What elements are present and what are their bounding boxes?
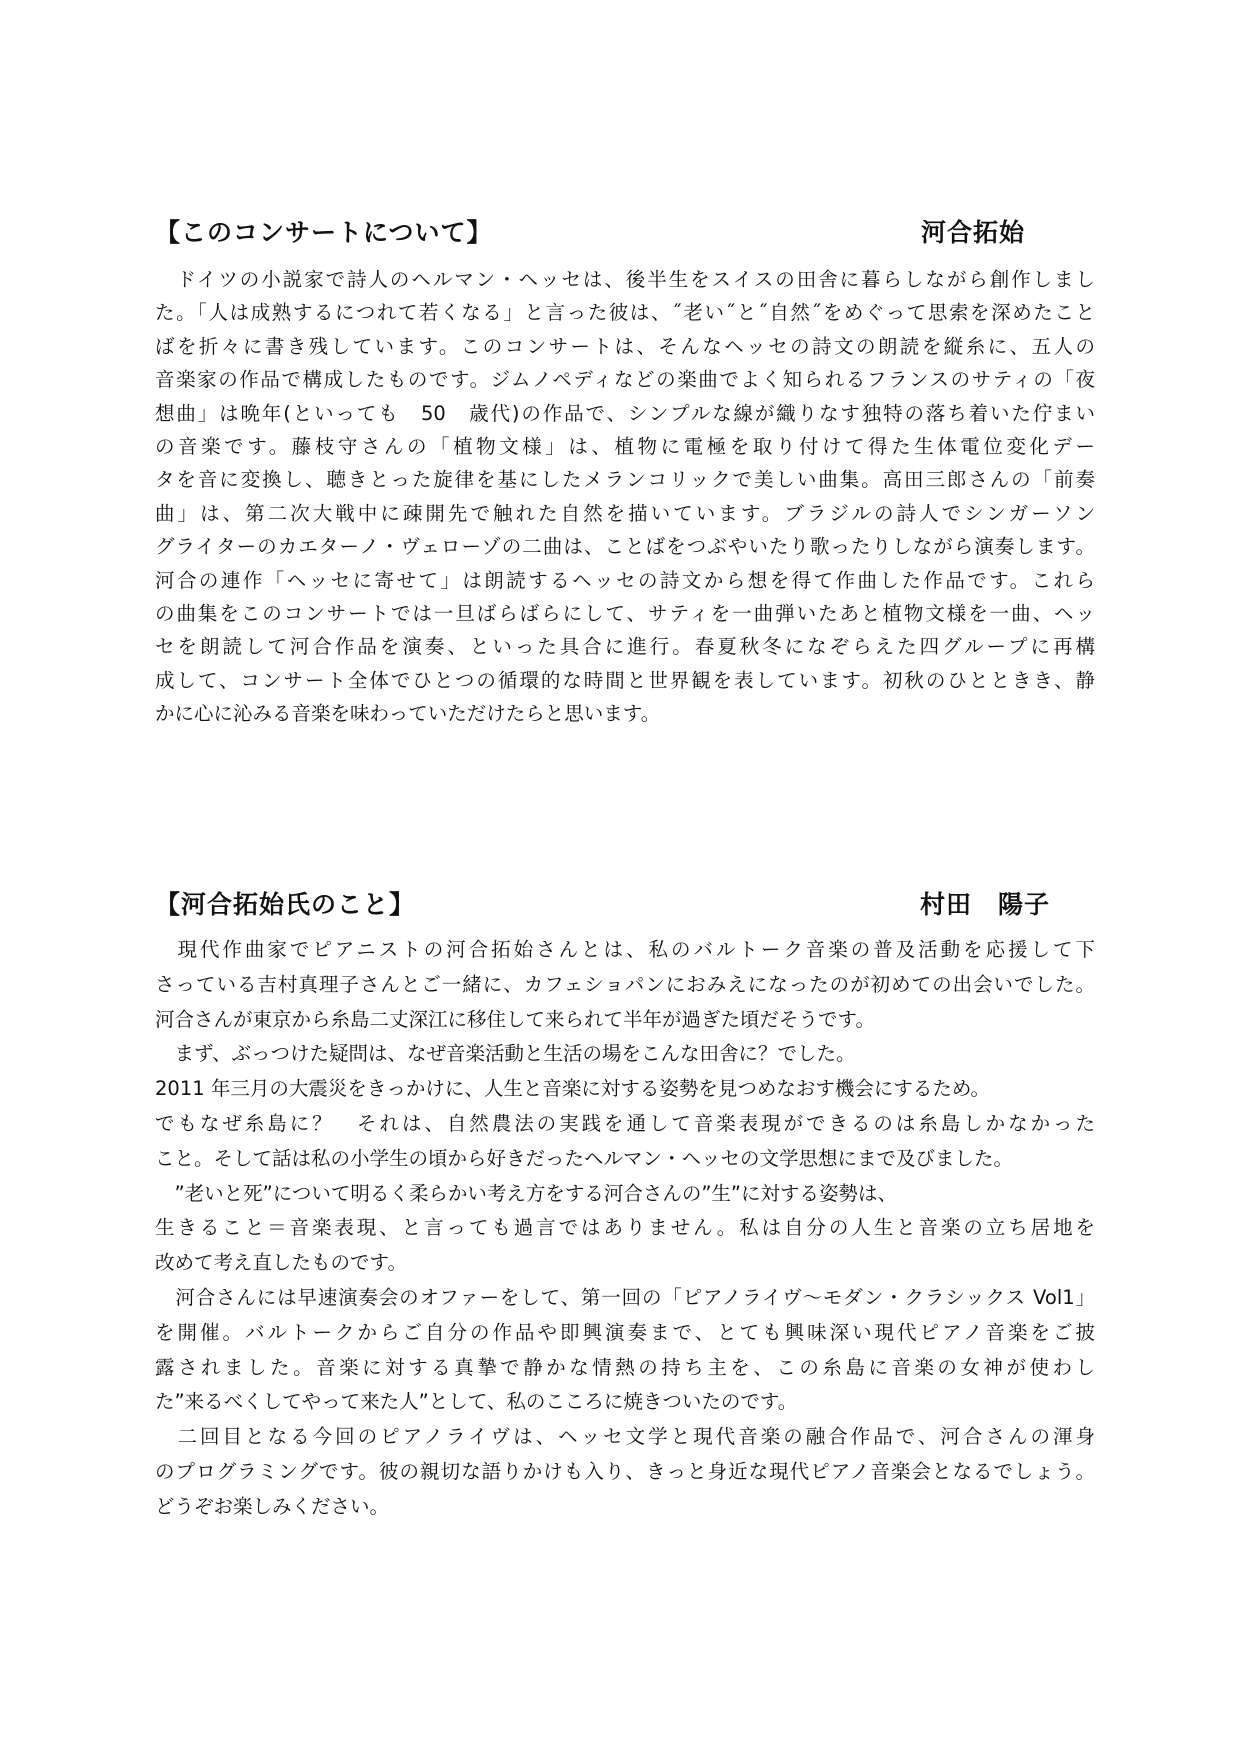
section-heading-row bbox=[155, 885, 1095, 929]
text-line: のプログラミングです。彼の親切な語りかけも入り、きっと身近な現代ピアノ音楽会となるでしょう。 bbox=[155, 1459, 1095, 1483]
section-heading: 【このコンサートについて】 bbox=[155, 218, 493, 247]
text-line: た。「人は成熟するにつれて若くなる」と言った彼は、˝老い˝と˝自然˝をめぐって思索を深めたこと bbox=[155, 301, 1095, 325]
text-line: でもなぜ糸島に？ それは、自然農法の実践を通して音楽表現ができるのは糸島しかなかった bbox=[155, 1111, 1095, 1135]
text-line: ”老いと死”について明るく柔らかい考え方をする河合さんの”生”に対する姿勢は、 bbox=[155, 1181, 898, 1205]
section-heading: 【河合拓始氏のこと】 bbox=[155, 890, 416, 919]
section-author: 村田 陽子 bbox=[919, 890, 1050, 919]
text-line: 成して、コンサート全体でひとつの循環的な時間と世界観を表しています。初秋のひとときき、静 bbox=[155, 668, 1095, 692]
text-line: 曲」は、第二次大戦中に疎開先で触れた自然を描いています。ブラジルの詩人でシンガーソン bbox=[155, 501, 1095, 525]
text-line: 改めて考え直したものです。 bbox=[155, 1251, 407, 1275]
text-line: 河合さんが東京から糸島二丈深江に移住して来られて半年が過ぎた頃だそうです。 bbox=[155, 1007, 875, 1031]
text-line: 二回目となる今回のピアノライヴは、ヘッセ文学と現代音楽の融合作品で、河合さんの渾身 bbox=[155, 1425, 1095, 1449]
text-line: さっている吉村真理子さんとご一緒に、カフェショパンにおみえになったのが初めての出会いでした。 bbox=[155, 972, 1095, 996]
text-line: 2011 年三月の大震災をきっかけに、人生と音楽に対する姿勢を見つめなおす機会にするため。 bbox=[155, 1077, 991, 1101]
text-line: 露されました。音楽に対する真摯で静かな情熱の持ち主を、この糸島に音楽の女神が使わし bbox=[155, 1355, 1095, 1379]
section-body bbox=[155, 263, 1095, 731]
text-line: た”来るべくしてやって来た人”として、私のこころに焼きついたのです。 bbox=[155, 1390, 798, 1414]
text-line: ドイツの小説家で詩人のヘルマン・ヘッセは、後半生をスイスの田舎に暮らしながら創作しまし bbox=[155, 268, 1095, 291]
section-heading-row bbox=[155, 213, 1095, 257]
section-author: 河合拓始 bbox=[920, 218, 1025, 247]
kawai-profile-section bbox=[155, 885, 1095, 1525]
text-line: セを朗読して河合作品を演奏、といった具合に進行。春夏秋冬になぞらえた四グループに再構 bbox=[155, 635, 1095, 659]
text-line: こと。そして話は私の小学生の頃から好きだったヘルマン・ヘッセの文学思想にまで及びました。 bbox=[155, 1146, 1014, 1170]
text-line: タを音に変換し、聴きとった旋律を基にしたメランコリックで美しい曲集。高田三郎さんの「前奏 bbox=[155, 468, 1095, 492]
concert-about-section bbox=[155, 213, 1095, 731]
text-line: まず、ぶっつけた疑問は、なぜ音楽活動と生活の場をこんな田舎に？でした。 bbox=[155, 1042, 856, 1066]
text-line: の音楽です。藤枝守さんの「植物文様」は、植物に電極を取り付けて得た生体電位変化デー bbox=[155, 435, 1095, 459]
text-line: 音楽家の作品で構成したものです。ジムノペディなどの楽曲でよく知られるフランスのサティの「夜 bbox=[155, 368, 1095, 392]
text-line: グライターのカエターノ・ヴェローゾの二曲は、ことばをつぶやいたり歌ったりしながら演奏します。 bbox=[155, 535, 1095, 559]
text-line: 想曲」は晩年(といっても 50 歳代)の作品で、シンプルな線が織りなす独特の落ち着いた佇まい bbox=[155, 401, 1095, 425]
section-body bbox=[155, 933, 1095, 1525]
text-line: 現代作曲家でピアニストの河合拓始さんとは、私のバルトーク音楽の普及活動を応援して下 bbox=[155, 938, 1095, 961]
text-line: どうぞお楽しみください。 bbox=[155, 1494, 390, 1518]
text-line: 河合さんには早速演奏会のオファーをして、第一回の「ピアノライヴ〜モダン・クラシックス Vol1」 bbox=[155, 1285, 1095, 1309]
text-line: 河合の連作「ヘッセに寄せて」は朗読するヘッセの詩文から想を得て作曲した作品です。これら bbox=[155, 568, 1095, 592]
text-line: かに心に沁みる音楽を味わっていただけたらと思います。 bbox=[155, 702, 661, 726]
text-line: の曲集をこのコンサートでは一旦ばらばらにして、サティを一曲弾いたあと植物文様を一曲、ヘッ bbox=[155, 602, 1095, 626]
text-line: 生きること＝音楽表現、と言っても過言ではありません。私は自分の人生と音楽の立ち居地を bbox=[155, 1216, 1095, 1240]
text-line: を開催。バルトークからご自分の作品や即興演奏まで、とても興味深い現代ピアノ音楽をご披 bbox=[155, 1320, 1095, 1344]
text-line: ばを折々に書き残しています。このコンサートは、そんなヘッセの詩文の朗読を縦糸に、五人の bbox=[155, 334, 1095, 358]
